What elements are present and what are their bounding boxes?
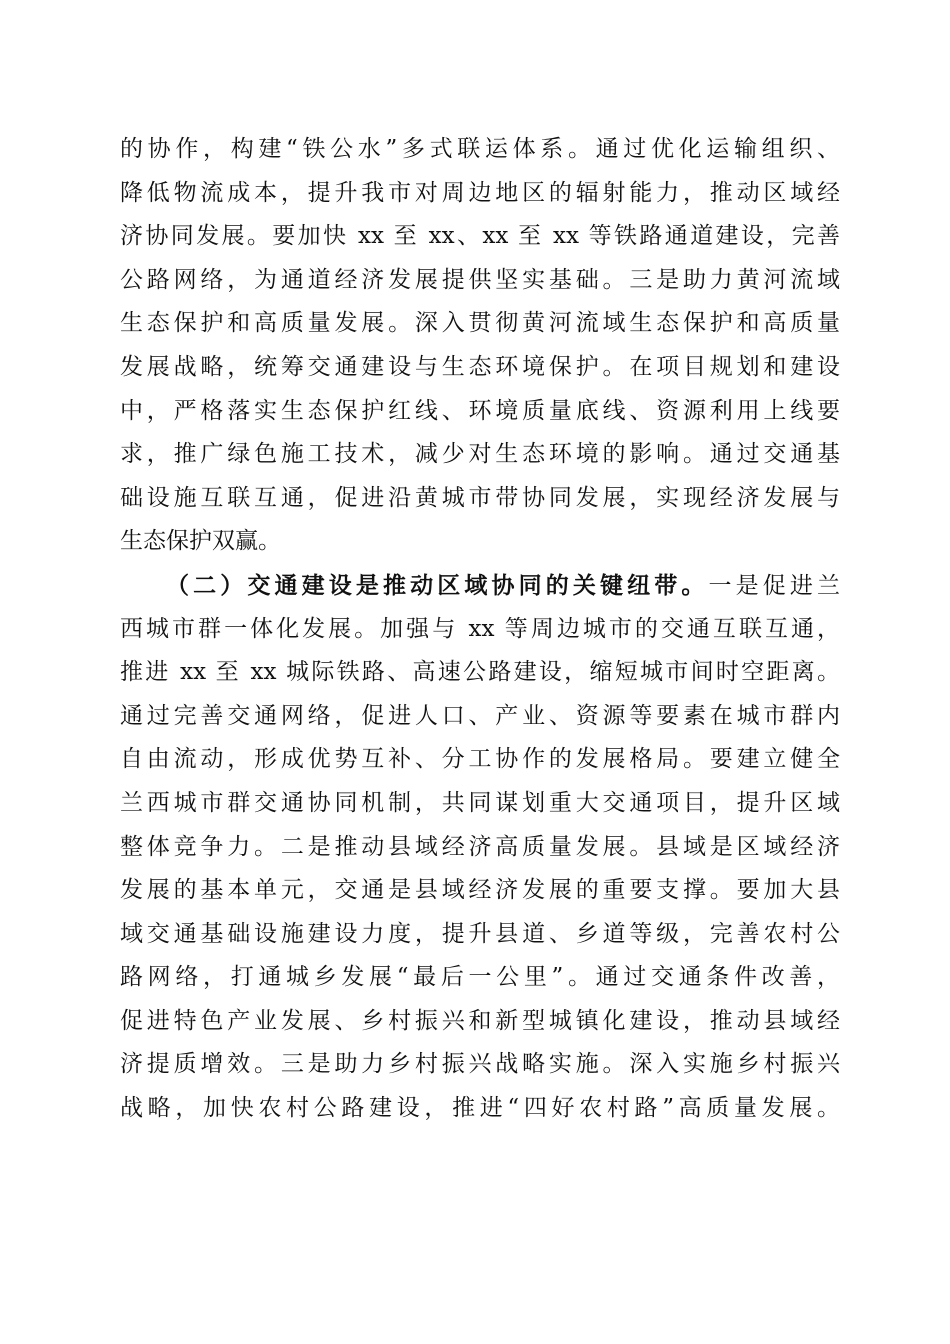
section-heading-continuation: 一是促进兰 — [708, 572, 840, 599]
text-line: 济协同发展。要加快 xx 至 xx、xx 至 xx 等铁路通道建设，完善 — [120, 223, 840, 250]
text-line: 兰西城市群交通协同机制，共同谋划重大交通项目，提升区域 — [120, 789, 840, 816]
text-line: 济提质增效。三是助力乡村振兴战略实施。深入实施乡村振兴 — [120, 1051, 840, 1078]
text-line: 域交通基础设施建设力度，提升县道、乡道等级，完善农村公 — [120, 920, 840, 947]
text-line: 战略，加快农村公路建设，推进“四好农村路”高质量发展。 — [120, 1095, 840, 1122]
text-line: 促进特色产业发展、乡村振兴和新型城镇化建设，推动县域经 — [120, 1007, 840, 1034]
text-line: 求，推广绿色施工技术，减少对生态环境的影响。通过交通基 — [120, 441, 840, 468]
text-line: 础设施互联互通，促进沿黄城市带协同发展，实现经济发展与 — [120, 484, 840, 511]
text-line: 降低物流成本，提升我市对周边地区的辐射能力，推动区域经 — [120, 179, 840, 206]
text-line: 整体竞争力。二是推动县域经济高质量发展。县域是区域经济 — [120, 833, 840, 860]
text-line: 西城市群一体化发展。加强与 xx 等周边城市的交通互联互通， — [120, 615, 840, 642]
text-line: 发展战略，统筹交通建设与生态环境保护。在项目规划和建设 — [120, 353, 840, 380]
text-line: 推进 xx 至 xx 城际铁路、高速公路建设，缩短城市间时空距离。 — [120, 659, 840, 686]
text-line: 自由流动，形成优势互补、分工协作的发展格局。要建立健全 — [120, 746, 840, 773]
text-line: 发展的基本单元，交通是县域经济发展的重要支撑。要加大县 — [120, 877, 840, 904]
text-line: 通过完善交通网络，促进人口、产业、资源等要素在城市群内 — [120, 702, 840, 729]
section-heading-line — [120, 564, 840, 608]
text-line: 路网络，打通城乡发展“最后一公里”。通过交通条件改善， — [120, 964, 840, 991]
text-line: 公路网络，为通道经济发展提供坚实基础。三是助力黄河流域 — [120, 266, 840, 293]
document-body — [120, 128, 840, 1131]
text-line: 生态保护和高质量发展。深入贯彻黄河流域生态保护和高质量 — [120, 310, 840, 337]
section-heading: （二）交通建设是推动区域协同的关键纽带。 — [166, 571, 709, 599]
text-line: 的协作，构建“铁公水”多式联运体系。通过优化运输组织、 — [120, 136, 840, 162]
text-line: 生态保护双赢。 — [120, 528, 281, 555]
text-line: 中，严格落实生态保护红线、环境质量底线、资源利用上线要 — [120, 397, 840, 424]
